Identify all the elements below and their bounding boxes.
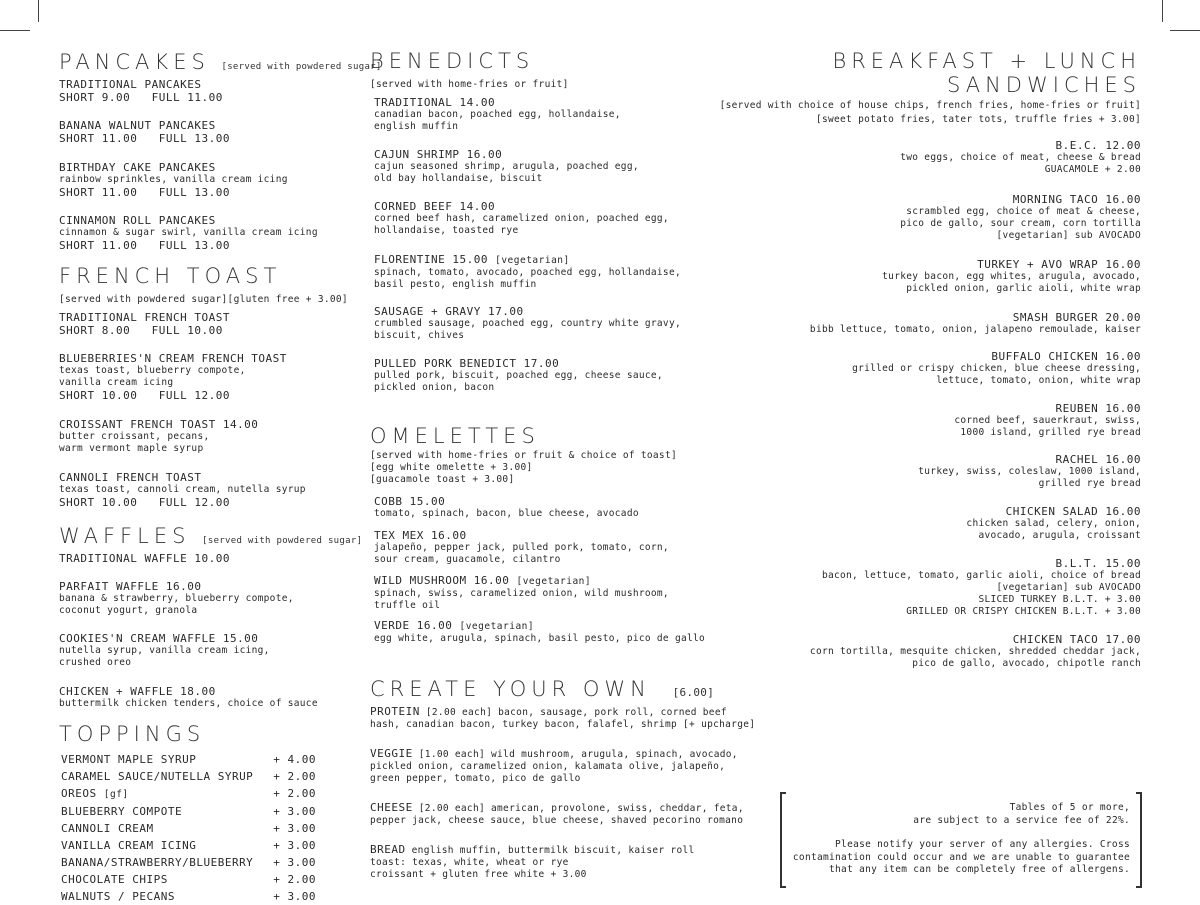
item-name: COOKIES'N CREAM WAFFLE 15.00 — [59, 632, 259, 645]
item-name: MORNING TACO 16.00 — [1012, 193, 1141, 206]
group-line: english muffin, buttermilk biscuit, kaiser roll — [411, 845, 695, 856]
notice-line: contamination could occur and we are unable to guarantee — [792, 851, 1130, 863]
topping-row — [61, 837, 316, 854]
item-description: biscuit, chives — [374, 330, 465, 341]
topping-name: OREOS — [61, 787, 97, 800]
item-name: BIRTHDAY CAKE PANCAKES — [59, 161, 216, 174]
item-description: 1000 island, grilled rye bread — [960, 427, 1141, 438]
menu-item — [691, 505, 1141, 542]
topping-name: WALNUTS / PECANS — [61, 890, 175, 903]
item-description: truffle oil — [374, 600, 441, 611]
group-name: PROTEIN — [370, 705, 420, 718]
item-name: BLUEBERRIES'N CREAM FRENCH TOAST — [59, 352, 287, 365]
omelettes-note: [guacamole toast + 3.00] — [370, 474, 515, 485]
french-toast-heading — [59, 264, 281, 288]
item-name: SMASH BURGER 20.00 — [1012, 311, 1141, 324]
item-description: hollandaise, toasted rye — [374, 225, 519, 236]
menu-item — [59, 311, 359, 337]
item-description: bacon, lettuce, tomato, garlic aioli, choice of bread — [821, 570, 1141, 581]
menu-item — [59, 685, 359, 710]
menu-item — [691, 139, 1141, 176]
item-name-text: WILD MUSHROOM 16.00 — [374, 574, 510, 587]
topping-row — [61, 768, 316, 785]
topping-price: + 3.00 — [273, 805, 316, 818]
group-line: croissant + gluten free white + 3.00 — [370, 869, 587, 880]
item-name — [374, 619, 770, 633]
menu-item — [59, 418, 359, 455]
item-name: CHICKEN + WAFFLE 18.00 — [59, 685, 216, 698]
item-description: bibb lettuce, tomato, onion, jalapeno remoulade, kaiser — [809, 324, 1141, 335]
menu-item — [691, 453, 1141, 490]
create-price: [6.00] — [672, 686, 715, 699]
notice-line: that any item can be completely free of allergens. — [829, 864, 1130, 875]
item-description: GRILLED OR CRISPY CHICKEN B.L.T. + 3.00 — [906, 606, 1141, 617]
topping-price: + 2.00 — [273, 787, 316, 800]
sandwiches-title-line1: BREAKFAST + LUNCH — [832, 49, 1141, 73]
benedicts-heading — [370, 49, 534, 73]
item-name: SAUSAGE + GRAVY 17.00 — [374, 305, 524, 318]
sandwiches-heading — [832, 49, 1141, 97]
topping-price: + 3.00 — [273, 890, 316, 903]
service-notice — [780, 792, 1142, 888]
item-description: rainbow sprinkles, vanilla cream icing — [59, 174, 288, 185]
item-name: REUBEN 16.00 — [1055, 402, 1141, 415]
item-description: texas toast, blueberry compote, — [59, 365, 246, 376]
item-prices: SHORT 10.00 FULL 12.00 — [59, 496, 230, 509]
menu-item — [59, 119, 359, 145]
toppings-title: TOPPINGS — [59, 722, 206, 746]
item-description: corn tortilla, mesquite chicken, shredded cheddar jack, — [809, 646, 1141, 657]
group-line: [1.00 each] wild mushroom, arugula, spinach, avocado, — [418, 749, 738, 760]
menu-item — [59, 78, 359, 104]
group-line: hash, canadian bacon, turkey bacon, falafel, shrimp [+ upcharge] — [370, 719, 756, 730]
topping-name: CHOCOLATE CHIPS — [61, 873, 168, 886]
omelettes-title: OMELETTES — [370, 424, 540, 448]
topping-row — [61, 871, 316, 888]
item-name: CINNAMON ROLL PANCAKES — [59, 214, 216, 227]
bracket-left — [780, 792, 786, 888]
item-description: crushed oreo — [59, 657, 132, 668]
item-description: nutella syrup, vanilla cream icing, — [59, 645, 270, 656]
notice-line: Please notify your server of any allergies. Cross — [835, 839, 1130, 850]
menu-item — [59, 161, 359, 199]
topping-price: + 3.00 — [273, 839, 316, 852]
pancakes-title: PANCAKES — [59, 50, 210, 74]
item-description: canadian bacon, poached egg, hollandaise, — [374, 109, 621, 120]
item-description: avocado, arugula, croissant — [978, 530, 1141, 541]
notice-line: Tables of 5 or more, — [1009, 802, 1130, 813]
topping-price: + 2.00 — [273, 770, 316, 783]
crop-line-right — [1170, 30, 1200, 31]
topping-row — [61, 888, 316, 905]
item-name: TRADITIONAL PANCAKES — [59, 78, 202, 91]
topping-name: BANANA/STRAWBERRY/BLUEBERRY — [61, 856, 254, 869]
waffles-heading — [59, 524, 362, 553]
item-description: pickled onion, bacon — [374, 382, 495, 393]
item-description: pico de gallo, avocado, chipotle ranch — [912, 658, 1141, 669]
menu-item — [691, 350, 1141, 387]
item-description: [vegetarian] sub AVOCADO — [996, 582, 1141, 593]
menu-item — [59, 580, 359, 617]
item-description: coconut yogurt, granola — [59, 605, 198, 616]
item-prices: SHORT 10.00 FULL 12.00 — [59, 389, 230, 402]
create-group — [370, 747, 770, 785]
item-description: grilled rye bread — [1038, 478, 1141, 489]
topping-row — [61, 803, 316, 820]
item-prices: SHORT 11.00 FULL 13.00 — [59, 186, 230, 199]
menu-item — [691, 193, 1141, 242]
topping-name: VERMONT MAPLE SYRUP — [61, 753, 197, 766]
item-name: BANANA WALNUT PANCAKES — [59, 119, 216, 132]
item-description: spinach, tomato, avocado, poached egg, hollandaise, — [374, 267, 681, 278]
create-group — [370, 705, 770, 731]
topping-name: BLUEBERRY COMPOTE — [61, 805, 183, 818]
item-name: CANNOLI FRENCH TOAST — [59, 471, 202, 484]
vegetarian-tag: [vegetarian] — [459, 621, 535, 632]
french-toast-title: FRENCH TOAST — [59, 264, 282, 288]
menu-item — [691, 258, 1141, 295]
item-description: butter croissant, pecans, — [59, 431, 210, 442]
item-name: TRADITIONAL FRENCH TOAST — [59, 311, 230, 324]
item-description: sour cream, guacamole, cilantro — [374, 554, 561, 565]
item-name: PARFAIT WAFFLE 16.00 — [59, 580, 202, 593]
item-description: warm vermont maple syrup — [59, 443, 204, 454]
item-description: tomato, spinach, bacon, blue cheese, avocado — [374, 508, 639, 519]
item-description: cinnamon & sugar swirl, vanilla cream icing — [59, 227, 318, 238]
menu-item — [59, 214, 359, 252]
item-name: CAJUN SHRIMP 16.00 — [374, 148, 503, 161]
item-description: pulled pork, biscuit, poached egg, cheese sauce, — [374, 370, 663, 381]
item-name: B.E.C. 12.00 — [1055, 139, 1141, 152]
item-description: english muffin — [374, 121, 459, 132]
crop-mark-left — [38, 0, 39, 22]
item-description: cajun seasoned shrimp, arugula, poached egg, — [374, 161, 639, 172]
notice-line: are subject to a service fee of 22%. — [913, 814, 1130, 826]
item-prices: SHORT 9.00 FULL 11.00 — [59, 91, 223, 104]
crop-line-left — [0, 30, 30, 31]
item-prices: SHORT 8.00 FULL 10.00 — [59, 324, 223, 337]
item-description: texas toast, cannoli cream, nutella syrup — [59, 484, 306, 495]
menu-item — [691, 633, 1141, 670]
menu-item — [59, 471, 359, 509]
item-description: jalapeño, pepper jack, pulled pork, tomato, corn, — [374, 542, 669, 553]
item-description: GUACAMOLE + 2.00 — [1044, 164, 1141, 175]
sandwiches-note: [sweet potato fries, tater tots, truffle fries + 3.00] — [815, 114, 1141, 125]
group-name: BREAD — [370, 843, 406, 856]
waffles-title: WAFFLES — [59, 524, 191, 548]
group-line: [2.00 each] bacon, sausage, pork roll, corned beef — [425, 707, 727, 718]
topping-row — [61, 854, 316, 871]
item-name: BUFFALO CHICKEN 16.00 — [991, 350, 1141, 363]
item-name: CHICKEN TACO 17.00 — [1012, 633, 1141, 646]
topping-price: + 4.00 — [273, 753, 316, 766]
topping-name: CARAMEL SAUCE/NUTELLA SYRUP — [61, 770, 254, 783]
item-name: TURKEY + AVO WRAP 16.00 — [977, 258, 1141, 271]
item-prices: SHORT 11.00 FULL 13.00 — [59, 239, 230, 252]
item-description: buttermilk chicken tenders, choice of sauce — [59, 698, 318, 709]
item-description: grilled or crispy chicken, blue cheese dressing, — [852, 363, 1141, 374]
item-description: vanilla cream icing — [59, 377, 174, 388]
item-description: turkey, swiss, coleslaw, 1000 island, — [918, 466, 1141, 477]
item-description: pico de gallo, sour cream, corn tortilla — [900, 218, 1141, 229]
group-name: VEGGIE — [370, 747, 413, 760]
omelettes-heading — [370, 424, 540, 448]
item-description: [vegetarian] sub AVOCADO — [996, 230, 1141, 241]
group-line: pickled onion, caramelized onion, kalamata olive, jalapeño, — [370, 761, 726, 772]
item-description: corned beef, sauerkraut, swiss, — [954, 415, 1141, 426]
item-description: scrambled egg, choice of meat & cheese, — [906, 206, 1141, 217]
item-description: pickled onion, garlic aioli, white wrap — [906, 283, 1141, 294]
vegetarian-tag: [vegetarian] — [495, 255, 570, 266]
sandwiches-note: [served with choice of house chips, french fries, home-fries or fruit] — [719, 100, 1141, 111]
item-description: lettuce, tomato, onion, white wrap — [936, 375, 1141, 386]
group-line: [2.00 each] american, provolone, swiss, cheddar, feta, — [418, 803, 744, 814]
item-name: B.L.T. 15.00 — [1055, 557, 1141, 570]
create-title: CREATE YOUR OWN — [370, 677, 651, 701]
group-line: toast: texas, white, wheat or rye — [370, 857, 569, 868]
sandwiches-title-line2: SANDWICHES — [947, 73, 1141, 97]
pancakes-heading — [59, 50, 382, 79]
topping-price: + 3.00 — [273, 822, 316, 835]
item-description: corned beef hash, caramelized onion, poached egg, — [374, 213, 669, 224]
topping-name: VANILLA CREAM ICING — [61, 839, 197, 852]
group-line: pepper jack, cheese sauce, blue cheese, shaved pecorino romano — [370, 815, 744, 826]
menu-item — [59, 552, 359, 565]
item-name-text: FLORENTINE 15.00 — [374, 253, 488, 266]
item-description: old bay hollandaise, biscuit — [374, 173, 543, 184]
item-prices: SHORT 11.00 FULL 13.00 — [59, 132, 230, 145]
french-toast-note: [served with powdered sugar][gluten free + 3.00] — [59, 294, 348, 305]
crop-mark-right — [1162, 0, 1163, 22]
item-description: basil pesto, english muffin — [374, 279, 537, 290]
menu-item — [691, 311, 1141, 336]
benedicts-note: [served with home-fries or fruit] — [370, 79, 569, 90]
item-description: crumbled sausage, poached egg, country white gravy, — [374, 318, 681, 329]
item-name: TRADITIONAL WAFFLE 10.00 — [59, 552, 230, 565]
vegetarian-tag: [vegetarian] — [516, 576, 592, 587]
omelettes-note: [served with home-fries or fruit & choice of toast] — [370, 450, 677, 461]
item-name: CHICKEN SALAD 16.00 — [1005, 505, 1141, 518]
menu-item — [59, 352, 359, 402]
topping-price: + 3.00 — [273, 856, 316, 869]
menu-item — [59, 632, 359, 669]
topping-row — [61, 751, 316, 768]
sandwiches-notes — [720, 99, 1141, 127]
benedicts-title: BENEDICTS — [370, 49, 535, 73]
item-description: chicken salad, celery, onion, — [966, 518, 1141, 529]
menu-item — [691, 402, 1141, 439]
item-name: TRADITIONAL 14.00 — [374, 96, 496, 109]
topping-row — [61, 785, 316, 803]
bracket-right — [1136, 792, 1142, 888]
item-name: CORNED BEEF 14.00 — [374, 200, 496, 213]
menu-item — [374, 96, 770, 133]
create-your-own-heading — [370, 677, 714, 705]
item-name: COBB 15.00 — [374, 495, 446, 508]
topping-row — [61, 820, 316, 837]
item-name: PULLED PORK BENEDICT 17.00 — [374, 357, 560, 370]
item-name: RACHEL 16.00 — [1055, 453, 1141, 466]
omelettes-notes — [370, 450, 677, 486]
item-description: banana & strawberry, blueberry compote, — [59, 593, 294, 604]
create-group — [370, 801, 770, 827]
topping-name: CANNOLI CREAM — [61, 822, 154, 835]
item-name: TEX MEX 16.00 — [374, 529, 467, 542]
item-description: egg white, arugula, spinach, basil pesto, pico de gallo — [374, 633, 706, 644]
item-name-text: VERDE 16.00 — [374, 619, 453, 632]
item-description: two eggs, choice of meat, cheese & bread — [900, 152, 1141, 163]
topping-tag: [gf] — [103, 789, 129, 800]
create-group — [370, 843, 770, 881]
group-name: CHEESE — [370, 801, 413, 814]
waffles-note: [served with powdered sugar] — [202, 536, 363, 546]
group-line: green pepper, tomato, pico de gallo — [370, 773, 581, 784]
toppings-heading — [59, 722, 205, 746]
pancakes-note: [served with powdered sugar] — [221, 62, 382, 72]
item-description: spinach, swiss, caramelized onion, wild mushroom, — [374, 588, 669, 599]
toppings-list — [61, 751, 316, 905]
item-description: turkey bacon, egg whites, arugula, avocado, — [882, 271, 1141, 282]
notice-text — [793, 802, 1130, 877]
item-description: SLICED TURKEY B.L.T. + 3.00 — [978, 594, 1141, 605]
topping-price: + 2.00 — [273, 873, 316, 886]
item-name: CROISSANT FRENCH TOAST 14.00 — [59, 418, 259, 431]
omelettes-note: [egg white omelette + 3.00] — [370, 462, 533, 473]
menu-item — [691, 557, 1141, 618]
